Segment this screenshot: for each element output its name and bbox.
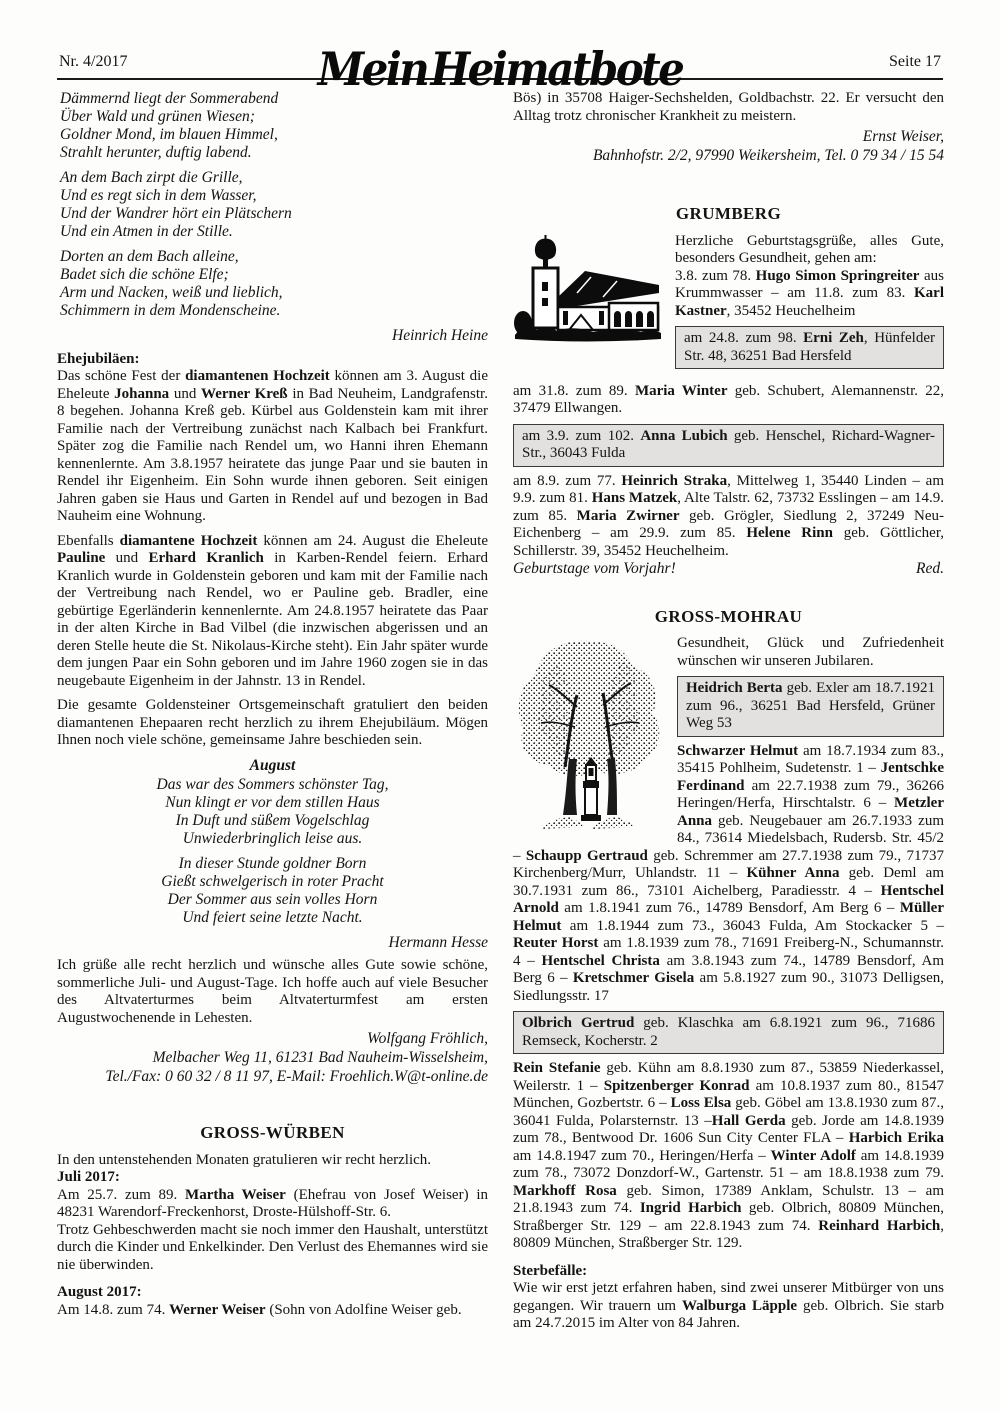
left-column xyxy=(57,90,488,1333)
section-title-gross-mohrau: GROSS-MOHRAU xyxy=(654,606,803,626)
page-header xyxy=(57,0,943,96)
poem-author: Hermann Hesse xyxy=(388,933,488,951)
section-title-gross-wuerben: GROSS-WÜRBEN xyxy=(200,1123,345,1142)
birthday-note: Trotz Gehbeschwerden macht sie noch immer den Haushalt, unterstützt durch die Kinder und Enkelkinder. Den Verlust des Ehemannes wird sie nie überwinden. xyxy=(57,1221,488,1273)
signature-block: Wolfgang Fröhlich, Melbacher Weg 11, 61231 Bad Nauheim-Wisselsheim, Tel./Fax: 0 60 32 / 8 11 97, E-Mail: Froehlich.W@t-online.de xyxy=(105,1030,488,1085)
grumberg-intro: Herzliche Geburtstagsgrüße, alles Gute, besonders Gesundheit, gehen am: xyxy=(675,232,944,266)
birthday-entry: Am 14.8. zum 74. Werner Weiser (Sohn von Adolfine Weiser geb. xyxy=(57,1301,462,1318)
gross-mohrau-intro: Gesundheit, Glück und Zufriedenheit wünschen wir unseren Jubilaren. xyxy=(677,635,944,669)
gross-wuerben-intro: In den untenstehenden Monaten gratulieren wir recht herzlich. xyxy=(57,1151,432,1168)
poem-stanza: Das war des Sommers schönster Tag, Nun klingt er vor dem stillen Haus In Duft und süßem Vogelschlag Unwiederbringlich leise aus. xyxy=(156,775,389,847)
sterbefaelle-heading: Sterbefälle: xyxy=(513,1262,588,1279)
footnote-text: Geburtstage vom Vorjahr! xyxy=(513,560,676,577)
right-column xyxy=(513,90,944,1333)
church-illustration xyxy=(513,235,663,383)
two-column-body xyxy=(57,90,943,1333)
trees-illustration xyxy=(513,637,665,833)
greeting-paragraph: Ich grüße alle recht herzlich und wünsche alles Gute sowie schöne, sommerliche Juli- und August-Tage. Ich hoffe auch auf viele Besucher des Altvaterturmes beim Altvaterturmfest am ersten Augustwochenende in Lehesten. xyxy=(57,957,488,1026)
highlight-box-erni-zeh: am 24.8. zum 98. Erni Zeh, Hünfelder Str. 48, 36251 Bad Hersfeld xyxy=(675,326,944,369)
highlight-box-olbrich-gertrud: Olbrich Gertrud geb. Klaschka am 6.8.1921 zum 96., 71686 Remseck, Kocherstr. 2 xyxy=(513,1011,944,1054)
grumberg-footnote xyxy=(513,560,944,578)
section-title-grumberg: GRUMBERG xyxy=(675,204,782,223)
page-number: Seite 17 xyxy=(889,52,941,70)
birthday-entry: am 31.8. zum 89. Maria Winter geb. Schubert, Alemannenstr. 22, 37479 Ellwangen. xyxy=(513,382,944,416)
month-label-august: August 2017: xyxy=(57,1284,142,1300)
poem-title: August xyxy=(249,756,296,774)
signature-block: Ernst Weiser, Bahnhofstr. 2/2, 97990 Weikersheim, Tel. 0 79 34 / 15 54 xyxy=(592,128,944,164)
month-label-juli: Juli 2017: xyxy=(57,1169,120,1185)
birthday-entry: am 8.9. zum 77. Heinrich Straka, Mittelweg 1, 35440 Linden – am 9.9. zum 81. Hans Matzek, Alte Talstr. 62, 73732 Esslingen – am 14.9. zum 85. Maria Zwirner geb. Grögler, Siedlung 2, 37249 Neu-Eichenberg – am 29.9. zum 85. Helene Rinn geb. Göttlicher, Schillerstr. 39, 35452 Heuchelheim. xyxy=(513,472,945,559)
ehejubilaeen-paragraph-2: Ebenfalls diamantene Hochzeit können am 24. August die Eheleute Pauline und Erhard Kranlich in Karben-Rendel feiern. Erhard Kranlich wurde in Goldenstein geboren und kam mit der Familie nach der Vertreibung nach Rendel, wo er Pauline geb. Bradler, eine gebürtige Egerländerin kennenlernte. Am 24.8.1957 heiratete das Paar in der alten Kirche in Bad Vilbel (die inzwischen abgerissen und an deren Stelle heute die St. Nikolaus-Kirche steht). Ein Jahr später wurde dem jungen Paar ein Sohn geboren und im Jahre 1960 zogen sie in das neugebaute Eigenheim in der Jahnstr. 13 in Rendel. xyxy=(57,532,489,689)
birthday-entry: Am 25.7. zum 89. Martha Weiser (Ehefrau von Josef Weiser) in 48231 Warendorf-Freckenhorst, Droste-Hülshoff-Str. 6. xyxy=(57,1186,488,1220)
poem-stanza: An dem Bach zirpt die Grille, Und es regt sich in dem Wasser, Und der Wandrer hört ein Plätschern Und ein Atmen in der Stille. xyxy=(60,169,292,240)
poem-sommerabend xyxy=(57,90,488,320)
birthday-entry: Rein Stefanie geb. Kühn am 8.8.1930 zum 87., 53859 Niederkassel, Weilerstr. 1 – Spitzenberger Konrad am 10.8.1937 zum 80., 81547 München, Gozbertstr. 6 – Loss Elsa geb. Göbel am 13.8.1930 zum 87., 36041 Fulda, Polarsternstr. 13 –Hall Gerda geb. Jorde am 14.8.1939 zum 78., Bentwood Dr. 1606 Sun City Center FLA – Harbich Erika am 14.8.1947 zum 70., Heringen/Herfa – Winter Adolf am 14.8.1939 zum 78., 73072 Donzdorf-W., Gartenstr. 51 – am 18.8.1938 zum 79. Markhoff Rosa geb. Simon, 17389 Anklam, Schulstr. 13 – am 21.8.1943 zum 74. Ingrid Harbich geb. Olbrich, 80809 München, Straßberger Str. 129 – am 22.8.1943 zum 74. Reinhard Harbich, 80809 München, Straßberger Str. 129. xyxy=(513,1060,945,1251)
poem-stanza: Dorten an dem Bach alleine, Badet sich die schöne Elfe; Arm und Nacken, weiß und lieblich, Schimmern in dem Mondenscheine. xyxy=(60,248,283,319)
issue-number: Nr. 4/2017 xyxy=(59,52,128,70)
continued-paragraph: Bös) in 35708 Haiger-Sechshelden, Goldbachstr. 22. Er versucht den Alltag trotz chronischer Krankheit zu meistern. xyxy=(513,90,944,124)
ehejubilaeen-paragraph-3: Die gesamte Goldensteiner Ortsgemeinschaft gratuliert den beiden diamantenen Ehepaaren recht herzlich zu ihrem Ehejubiläum. Mögen Ihnen noch viele schöne, gemeinsame Jahre beschieden sein. xyxy=(57,697,488,748)
poem-author: Heinrich Heine xyxy=(392,327,488,344)
masthead-logo: Mein Heimatbote xyxy=(317,42,683,96)
poem-august xyxy=(57,757,488,927)
grumberg-body xyxy=(513,233,944,578)
birthday-entry: 3.8. zum 78. Hugo Simon Springreiter aus Krummwasser – am 11.8. zum 83. Karl Kastner, 35452 Heuchelheim xyxy=(675,267,944,319)
obituary-paragraph: Wie wir erst jetzt erfahren haben, sind zwei unserer Mitbürger von uns gegangen. Wir trauern um Walburga Läpple geb. Olbrich. Sie starb am 24.7.2015 im Alter von 84 Jahren. xyxy=(513,1280,944,1331)
poem-stanza: Dämmernd liegt der Sommerabend Über Wald und grünen Wiesen; Goldner Mond, im blauen Himmel, Strahlt herunter, duftig labend. xyxy=(60,90,279,161)
birthday-entry: Schwarzer Helmut am 18.7.1934 zum 83., 35415 Pohlheim, Sudetenstr. 1 – Jentschke Ferdinand am 22.7.1938 zum 79., 36266 Heringen/Herfa, Hirschtalstr. 6 – Metzler Anna geb. Neugebauer am 26.7.1933 zum 84., 73614 Miedelsbach, Rudersb. Str. 45/2 – Schaupp Gertraud geb. Schremmer am 27.7.1938 zum 79., 71737 Kirchenberg/Murr, Uhlandstr. 11 – Kühner Anna geb. Deml am 30.7.1931 zum 86., 73101 Aichelberg, Paradiesstr. 4 – Hentschel Arnold am 1.8.1941 zum 76., 14789 Bensdorf, Am Berg 6 – Müller Helmut am 1.8.1944 zum 73., 36043 Fulda, Am Stockacker 5 – Reuter Horst am 1.8.1939 zum 78., 71691 Freiberg-N., Schumannstr. 4 – Hentschel Christa am 3.8.1943 zum 74., 14789 Bensdorf, Am Berg 6 – Kretschmer Gisela am 5.8.1927 zum 90., 31073 Delligsen, Siedlungsstr. 17 xyxy=(513,742,944,1004)
ehejubilaeen-paragraph-1: Das schöne Fest der diamantenen Hochzeit können am 3. August die Eheleute Johanna und Werner Kreß in Bad Neuheim, Landgrafenstr. 8 begehen. Johanna Kreß geb. Kürbel aus Goldenstein kam mit ihrer Familie nach der Vertreibung zunächst nach Kalbach bei Frankfurt. Später zog die Familie nach Rendel um, wo Hanni ihren Ehemann kennenlernte. Am 3.8.1957 heiratete das junge Paar und sie bauten in Rendel ihr Eigenheim. Ein Sohn wurde ihnen geboren. Seit einigen Jahren gaben sie Haus und Garten in Rendel auf und bezogen in Bad Nauheim eine Wohnung. xyxy=(57,368,488,524)
editor-abbreviation: Red. xyxy=(916,560,944,577)
gross-mohrau-body xyxy=(513,635,944,1253)
poem-stanza: In dieser Stunde goldner Born Gießt schwelgerisch in roter Pracht Der Sommer aus sein volles Horn Und feiert seine letzte Nacht. xyxy=(161,854,384,926)
highlight-box-heidrich-berta: Heidrich Berta geb. Exler am 18.7.1921 zum 96., 36251 Bad Hersfeld, Grüner Weg 53 xyxy=(677,676,944,737)
ehejubilaeen-heading: Ehejubiläen: xyxy=(57,350,140,367)
highlight-box-anna-lubich: am 3.9. zum 102. Anna Lubich geb. Henschel, Richard-Wagner-Str., 36043 Fulda xyxy=(513,424,944,467)
